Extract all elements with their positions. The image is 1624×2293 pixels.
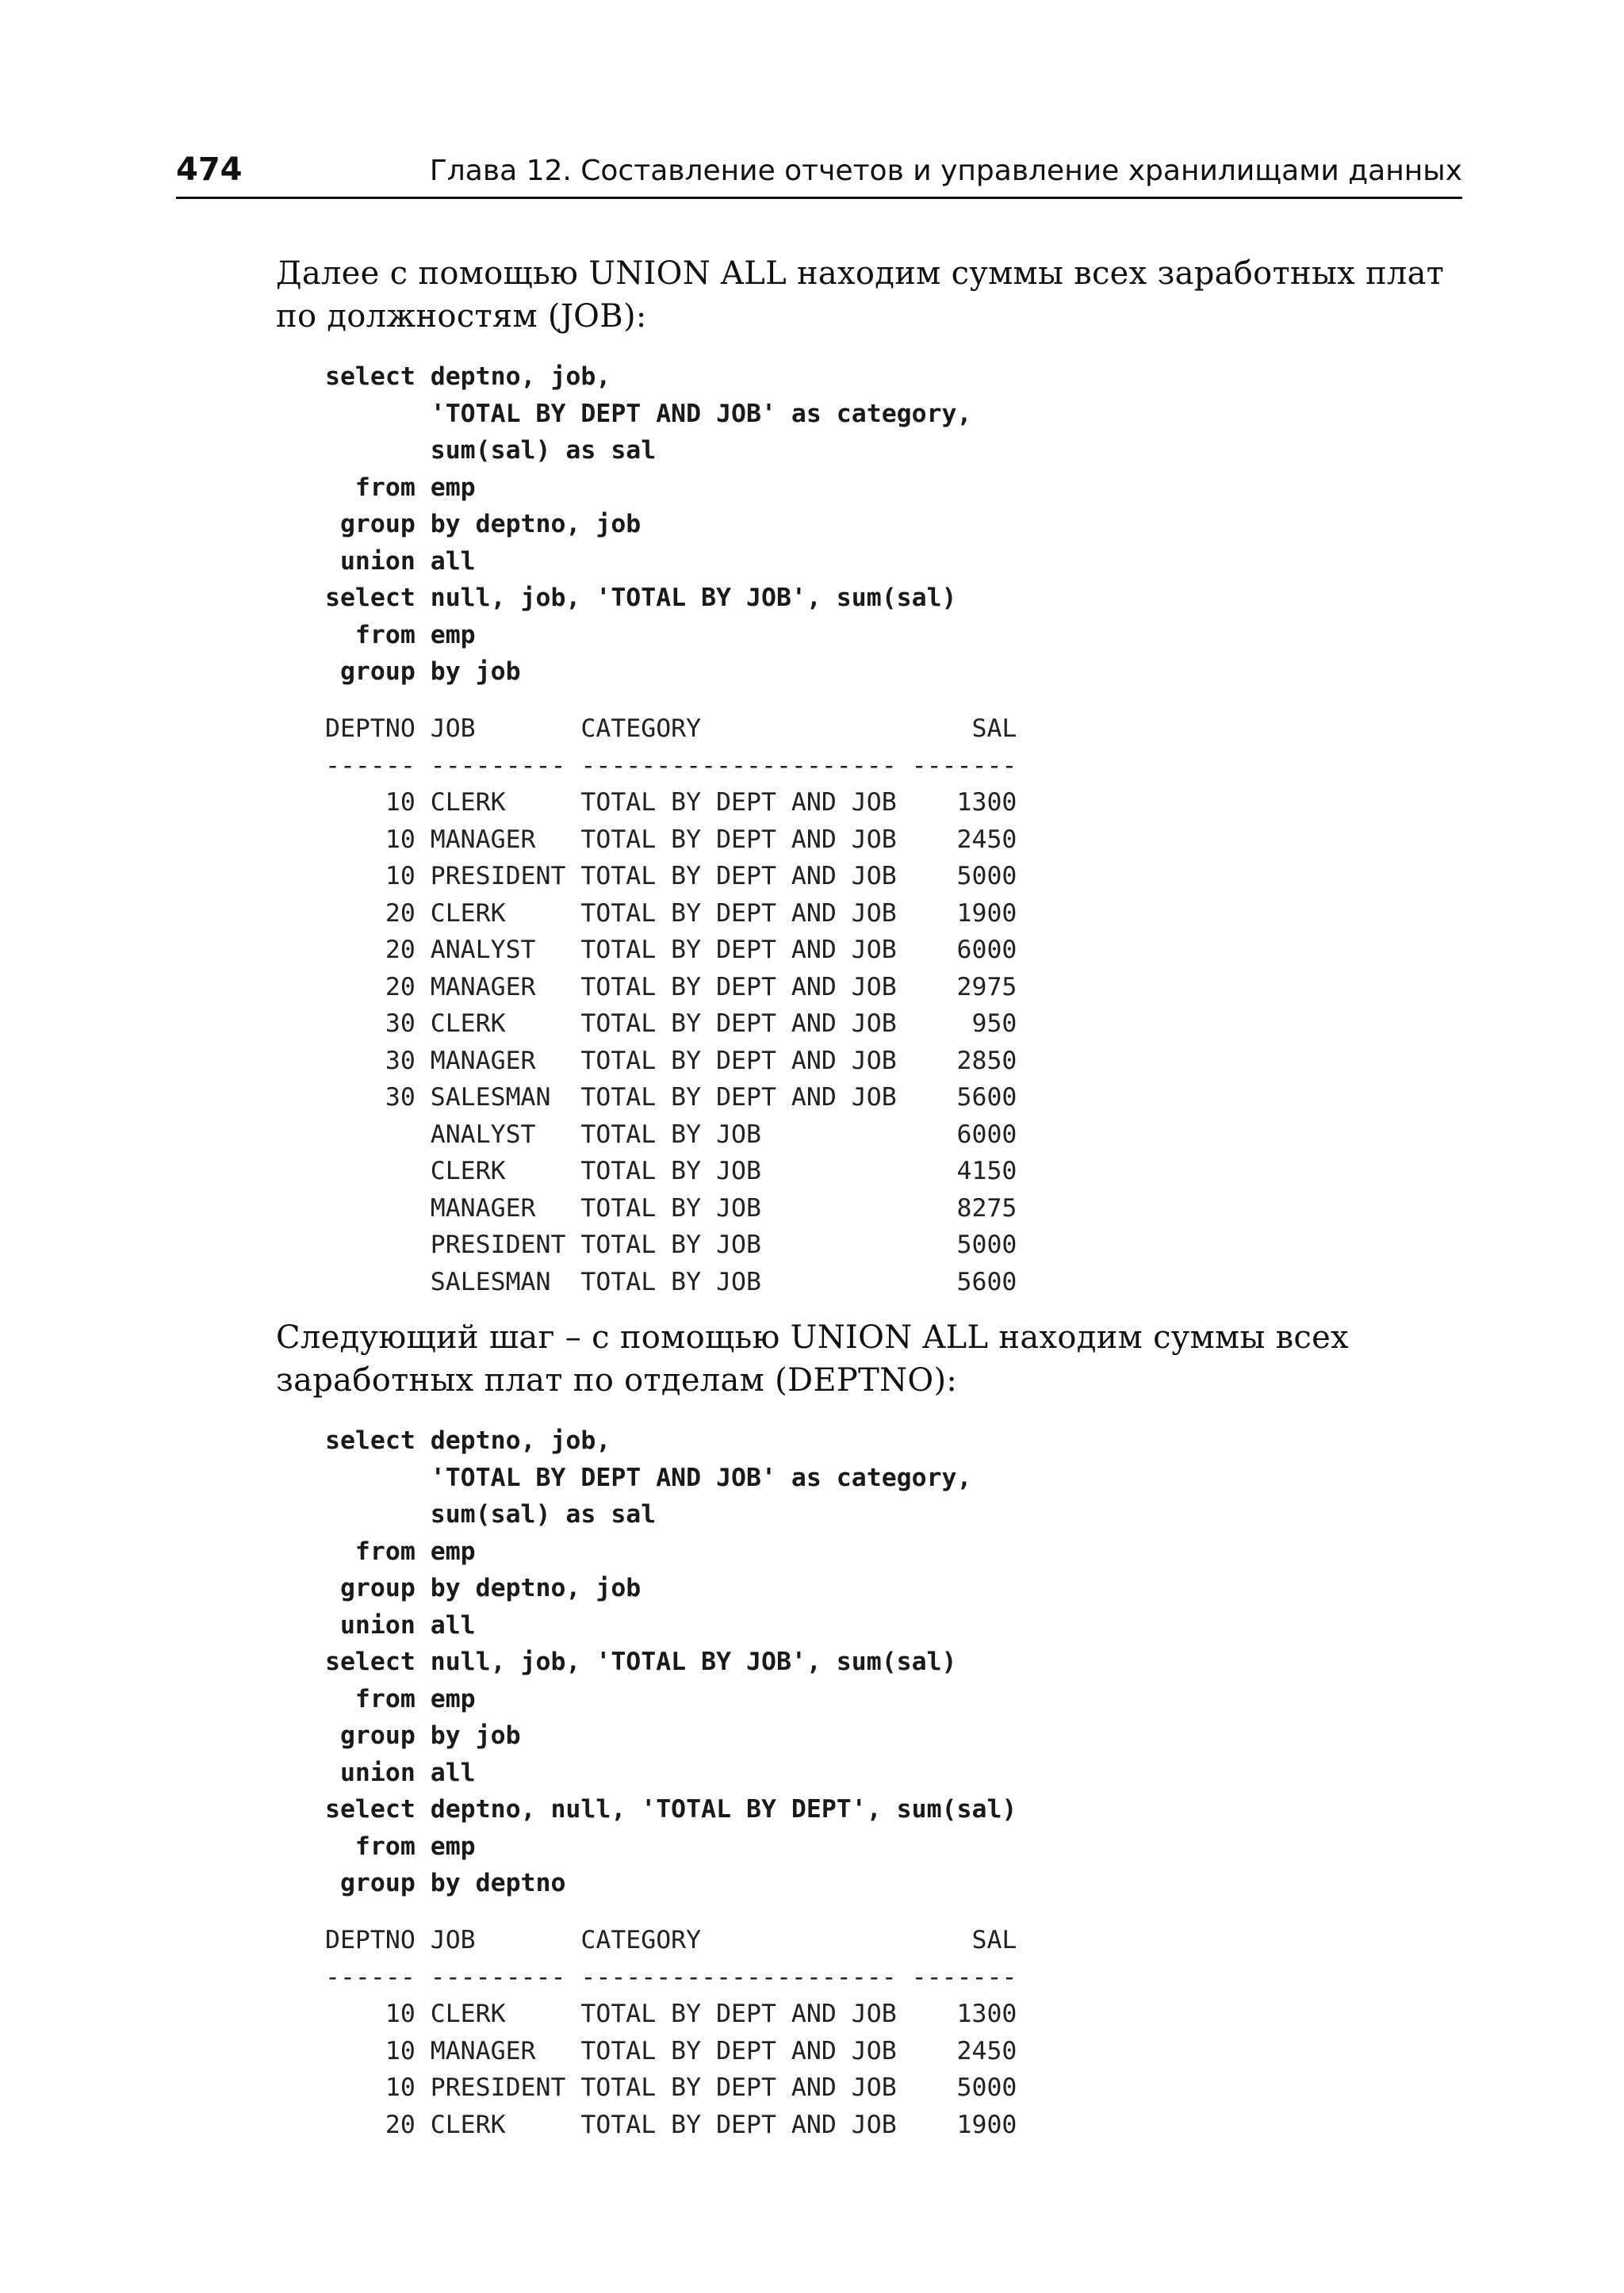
code-line: from emp (325, 473, 476, 502)
intro-paragraph-job: Далее с помощью UNION ALL находим суммы всех заработных плат по должностям (JOB): (276, 255, 1445, 335)
result-row: 20 ANALYST TOTAL BY DEPT AND JOB 6000 (325, 936, 1017, 964)
code-line: group by job (325, 1721, 521, 1750)
code-line: from emp (325, 1537, 476, 1566)
code-line: union all (325, 546, 476, 576)
code-line: group by deptno, job (325, 1574, 642, 1602)
code-line: select deptno, job, (325, 1426, 611, 1455)
result-row: CLERK TOTAL BY JOB 4150 (325, 1157, 1017, 1185)
code-line: union all (325, 1610, 476, 1640)
result-row: 10 PRESIDENT TOTAL BY DEPT AND JOB 5000 (325, 2073, 1017, 2102)
code-line: from emp (325, 620, 476, 649)
result-row: PRESIDENT TOTAL BY JOB 5000 (325, 1231, 1017, 1259)
result-row: 10 CLERK TOTAL BY DEPT AND JOB 1300 (325, 2000, 1017, 2028)
result-row: 20 CLERK TOTAL BY DEPT AND JOB 1900 (325, 898, 1017, 928)
result-row: 10 PRESIDENT TOTAL BY DEPT AND JOB 5000 (325, 862, 1017, 890)
result-row: ANALYST TOTAL BY JOB 6000 (325, 1120, 1017, 1149)
result-row: 10 CLERK TOTAL BY DEPT AND JOB 1300 (325, 788, 1017, 817)
query-result-table-1 (325, 710, 1017, 1300)
code-line: 'TOTAL BY DEPT AND JOB' as category, (325, 1463, 972, 1492)
code-line: union all (325, 1758, 476, 1787)
result-row: 20 MANAGER TOTAL BY DEPT AND JOB 2975 (325, 972, 1017, 1001)
chapter-title: Глава 12. Составление отчетов и управление хранилищами данных (429, 155, 1462, 187)
result-row: 30 CLERK TOTAL BY DEPT AND JOB 950 (325, 1009, 1017, 1038)
result-separator: ------ --------- --------------------- ------- (325, 751, 1017, 780)
code-line: group by deptno, job (325, 510, 642, 538)
result-row: 30 MANAGER TOTAL BY DEPT AND JOB 2850 (325, 1046, 1017, 1075)
intro-paragraph-deptno: Следующий шаг – с помощью UNION ALL находим суммы всех заработных плат по отделам (DEPTNO): (276, 1319, 1349, 1399)
code-line: select null, job, 'TOTAL BY JOB', sum(sal) (325, 584, 957, 612)
code-line: select deptno, null, 'TOTAL BY DEPT', sum(sal) (325, 1795, 1017, 1824)
result-row: 30 SALESMAN TOTAL BY DEPT AND JOB 5600 (325, 1083, 1017, 1112)
sql-code-block-2 (325, 1422, 1017, 1902)
query-result-table-2 (325, 1922, 1017, 2143)
code-line: select null, job, 'TOTAL BY JOB', sum(sal) (325, 1648, 957, 1676)
result-row: 10 MANAGER TOTAL BY DEPT AND JOB 2450 (325, 825, 1017, 854)
code-line: from emp (325, 1832, 476, 1861)
code-line: group by deptno (325, 1869, 566, 1897)
sql-code-block-1 (325, 358, 971, 691)
code-line: sum(sal) as sal (325, 436, 657, 465)
result-row: SALESMAN TOTAL BY JOB 5600 (325, 1267, 1017, 1296)
running-header (176, 151, 1462, 199)
result-row: 10 MANAGER TOTAL BY DEPT AND JOB 2450 (325, 2036, 1017, 2065)
code-line: group by job (325, 657, 521, 686)
result-row: 20 CLERK TOTAL BY DEPT AND JOB 1900 (325, 2110, 1017, 2139)
page-number: 474 (176, 151, 243, 188)
code-line: sum(sal) as sal (325, 1500, 657, 1529)
result-header: DEPTNO JOB CATEGORY SAL (325, 1926, 1017, 1954)
code-line: from emp (325, 1684, 476, 1713)
code-line: 'TOTAL BY DEPT AND JOB' as category, (325, 399, 972, 428)
result-separator: ------ --------- --------------------- ------- (325, 1962, 1017, 1992)
result-header: DEPTNO JOB CATEGORY SAL (325, 714, 1017, 743)
code-line: select deptno, job, (325, 362, 611, 391)
result-row: MANAGER TOTAL BY JOB 8275 (325, 1193, 1017, 1223)
